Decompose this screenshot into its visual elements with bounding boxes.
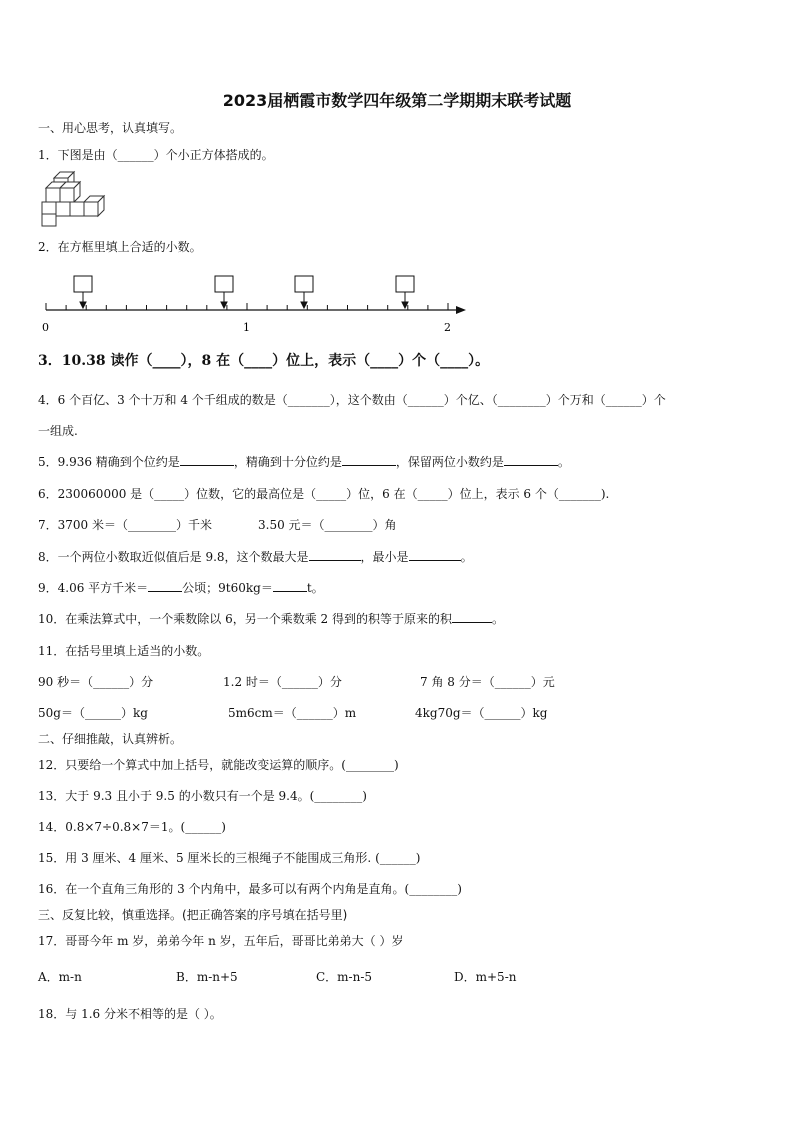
q9-text-2: 公顷；9t60kg＝	[182, 581, 273, 595]
cube-stack-figure	[40, 170, 110, 228]
q8-blank-2	[409, 560, 461, 561]
question-10	[38, 611, 504, 627]
q9-blank-2	[273, 591, 307, 592]
q7-part-b: 3.50 元＝（________）角	[258, 518, 397, 532]
q10-blank	[452, 622, 492, 623]
q5-text-2: ，精确到十分位约是	[233, 455, 342, 469]
number-line-label-2: 2	[444, 321, 451, 334]
section-heading-3: 三、反复比较，慎重选择。(把正确答案的序号填在括号里)	[38, 908, 348, 922]
q11-item-6: 4kg70g＝（______）kg	[415, 706, 548, 720]
q17-options	[38, 969, 516, 985]
q5-blank-3	[504, 465, 558, 466]
question-8	[38, 549, 473, 565]
number-line-label-0: 0	[42, 321, 49, 334]
question-3: 3．10.38 读作（____），8 在（____）位上，表示（____）个（____）。	[38, 353, 490, 369]
q11-item-4: 50g＝（______）kg	[38, 706, 148, 720]
q11-item-5: 5m6cm＝（______）m	[228, 706, 357, 720]
section-heading-2: 二、仔细推敲，认真辨析。	[38, 732, 183, 746]
q11-row-1	[38, 674, 555, 690]
question-13: 13．大于 9.3 且小于 9.5 的小数只有一个是 9.4。(________)	[38, 789, 367, 803]
q7-part-a: 7．3700 米＝（________）千米	[38, 518, 212, 532]
question-14: 14．0.8×7÷0.8×7＝1。(______)	[38, 820, 226, 834]
question-12: 12．只要给一个算式中加上括号，就能改变运算的顺序。(________)	[38, 758, 399, 772]
question-18: 18．与 1.6 分米不相等的是（ ）。	[38, 1007, 222, 1021]
q11-row-2	[38, 705, 548, 721]
q8-text-3: 。	[460, 550, 473, 564]
q5-text-3: ，保留两位小数约是	[395, 455, 504, 469]
question-16: 16．在一个直角三角形的 3 个内角中，最多可以有两个内角是直角。(________)	[38, 882, 462, 896]
q5-blank-2	[342, 465, 396, 466]
question-6: 6．230060000 是（_____）位数，它的最高位是（_____）位，6 在（_____）位上，表示 6 个（_______).	[38, 487, 610, 501]
q11-item-1: 90 秒＝（______）分	[38, 675, 154, 689]
q17-option-b: B．m-n+5	[176, 970, 238, 984]
section-heading-1: 一、用心思考，认真填写。	[38, 121, 183, 135]
question-11: 11．在括号里填上适当的小数。	[38, 644, 210, 658]
q5-text-4: 。	[557, 455, 570, 469]
question-5	[38, 454, 570, 470]
q11-item-3: 7 角 8 分＝（______）元	[420, 675, 555, 689]
q8-text-1: 8．一个两位小数取近似值后是 9.8，这个数最大是	[38, 550, 309, 564]
number-line-label-1: 1	[243, 321, 250, 334]
q8-text-2: ，最小是	[360, 550, 409, 564]
question-1: 1．下图是由（______）个小正方体搭成的。	[38, 148, 274, 162]
question-7	[38, 517, 397, 533]
page-title: 2023届栖霞市数学四年级第二学期期末联考试题	[222, 91, 572, 110]
question-2: 2．在方框里填上合适的小数。	[38, 240, 202, 254]
q5-text-1: 5．9.936 精确到个位约是	[38, 455, 180, 469]
q10-text-1: 10．在乘法算式中，一个乘数除以 6，另一个乘数乘 2 得到的积等于原来的积	[38, 612, 452, 626]
q17-option-c: C．m-n-5	[316, 970, 373, 984]
q17-option-a: A．m-n	[38, 970, 82, 984]
q11-item-2: 1.2 时＝（______）分	[223, 675, 342, 689]
q17-option-d: D．m+5-n	[454, 970, 517, 984]
question-4-continued: 一组成.	[38, 424, 78, 438]
question-4: 4．6 个百亿、3 个十万和 4 个千组成的数是（_______），这个数由（______）个亿、（________）个万和（______）个	[38, 393, 666, 407]
question-17: 17．哥哥今年 m 岁，弟弟今年 n 岁，五年后，哥哥比弟弟大（ ）岁	[38, 934, 404, 948]
q10-text-2: 。	[492, 612, 505, 626]
q9-blank-1	[148, 591, 182, 592]
question-9	[38, 580, 324, 596]
q9-text-1: 9．4.06 平方千米＝	[38, 581, 149, 595]
q5-blank-1	[180, 465, 234, 466]
q9-text-3: t。	[306, 581, 324, 595]
q8-blank-1	[309, 560, 361, 561]
question-15: 15．用 3 厘米、4 厘米、5 厘米长的三根绳子不能围成三角形. (______)	[38, 851, 421, 865]
number-line	[36, 270, 476, 336]
